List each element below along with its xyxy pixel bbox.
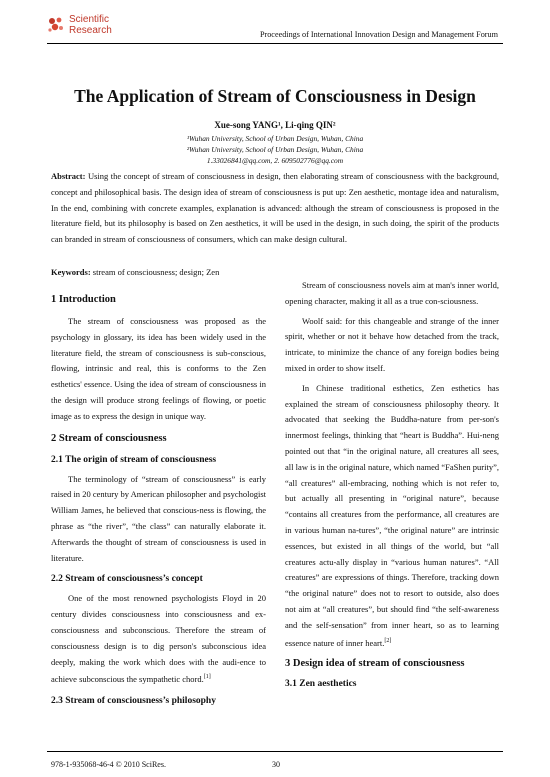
citation-1: [1]: [203, 674, 211, 681]
logo-text-line1: Scientific: [69, 14, 110, 25]
authors: Xue-song YANG¹, Li-qing QIN²: [214, 120, 336, 130]
paragraph-origin: The terminology of “stream of consciousness” is early raised in 20 century by American philosopher and psychologist William James, he believed that conscious-ness is flowing, the phrase as “the river”, “the class” can naturally elaborate it. Afterwards the thought of stream of consciousness is used in literature.: [51, 473, 266, 563]
paragraph-concept-text: One of the most renowned psychologists Floyd in 20 century divides consciousness into consciousness and ex-consciousness and subconscious. Therefore the stream of consciousness design is to dig person's subconscious idea deeply, making the work which does with the audi-ence to achieve subconscious the sympathetic chord.: [51, 593, 266, 685]
keywords-label: Keywords:: [51, 267, 91, 277]
keywords-text: stream of consciousness; design; Zen: [92, 267, 220, 277]
heading-stream-of-consciousness: 2 Stream of consciousness: [51, 432, 167, 444]
abstract: [51, 169, 499, 248]
header-rule: [47, 43, 503, 44]
author-emails: 1.33026841@qq.com, 2. 609502776@qq.com: [206, 156, 344, 165]
heading-origin: 2.1 The origin of stream of consciousness: [51, 454, 217, 465]
logo-text-line2: Research: [69, 25, 112, 36]
paragraph-woolf: Woolf said: for this changeable and strange of the inner spirit, whether or not it behave how detached from the track, intricate, to minimize the chance of any foreign bodies being mixed in order to show itself.: [285, 315, 499, 373]
heading-concept: 2.2 Stream of consciousness’s concept: [51, 574, 203, 585]
citation-2: [2]: [384, 637, 392, 644]
footer-isbn: 978-1-935068-46-4 © 2010 SciRes.: [51, 760, 166, 769]
paragraph-zen-esthetics: [285, 381, 499, 651]
footer-rule: [47, 751, 503, 752]
affiliation-2: ²Wuhan University, School of Urban Design, Wuhan, China: [186, 145, 364, 154]
heading-philosophy: 2.3 Stream of consciousness’s philosophy: [51, 695, 216, 706]
paragraph-introduction: The stream of consciousness was proposed as the psychology in glossary, its idea has been widely used in the literature field, the stream of consciousness is sub-conscious, flowing, intrinsic and real, this is conforms to the Zen esthetics' essence. Using the idea of stream of consciousness in the design will produce strong feelings of flowing, or poetic image as to express the design in unique way.: [51, 316, 266, 421]
right-column: [285, 278, 499, 692]
publisher-logo: [47, 14, 157, 54]
page-number: 30: [272, 760, 280, 769]
heading-zen-aesthetics: 3.1 Zen aesthetics: [285, 679, 357, 690]
heading-design-idea: 3 Design idea of stream of consciousness: [285, 658, 465, 670]
abstract-label: Abstract:: [51, 171, 86, 181]
paragraph-zen-esthetics-text: In Chinese traditional esthetics, Zen esthetics has explained the stream of consciousness philosophy theory. It advocated that seeking the Buddha-nature from per-son's innermost feelings, thinking that “heart is Buddha”. Hui-neng pointed out that “in the original nature, all creatures all sees, all law is in the original nature, which named “FaShen purity”, “all creatures” all-embracing, nothing which is not refer to, but actually all presenting in “original nature”, because “contains all creatures from the performance, all creatures are in various human na-tures”, “the original nature” are intrinsic essences, but existed in all things of the world, but “all creatures actu-ally display in “various human natures”. “All creatures” are expressions of things. Therefore, tracking down “the original nature” does not to resort to outside, also does not aim at “all creatures”, but should find “the self-awareness and the self-sensation” from inner heart, so as to learning essence nature of inner heart.: [285, 382, 499, 648]
abstract-text: Using the concept of stream of consciousness in design, then elaborating stream of consciousness with the background, concept and philosophical basis. The design idea of stream of consciousness is put up: Zen aesthetic, montage idea and naturalism, In the end, combining with concrete examples, explanation is advanced: although the stream of consciousness is proposed in the literature field, but its philosophy is based on Zen aesthetics, it will be used in the design, in such doing, the spirit of the products can branded in stream of consciousness of consumers, which can make design cultural.: [51, 171, 500, 245]
paper-title: The Application of Stream of Consciousness in Design: [74, 86, 476, 106]
heading-introduction: 1 Introduction: [51, 294, 116, 305]
publisher-logo-icon: [47, 16, 65, 34]
left-column: [51, 288, 266, 709]
running-head: Proceedings of International Innovation Design and Management Forum: [259, 30, 498, 39]
affiliation-1: ¹Wuhan University, School of Urban Design, Wuhan, China: [186, 134, 364, 143]
paragraph-novels: Stream of consciousness novels aim at man's inner world, opening character, making it all as a true con-sciousness.: [285, 280, 499, 306]
paragraph-concept: [51, 591, 266, 688]
